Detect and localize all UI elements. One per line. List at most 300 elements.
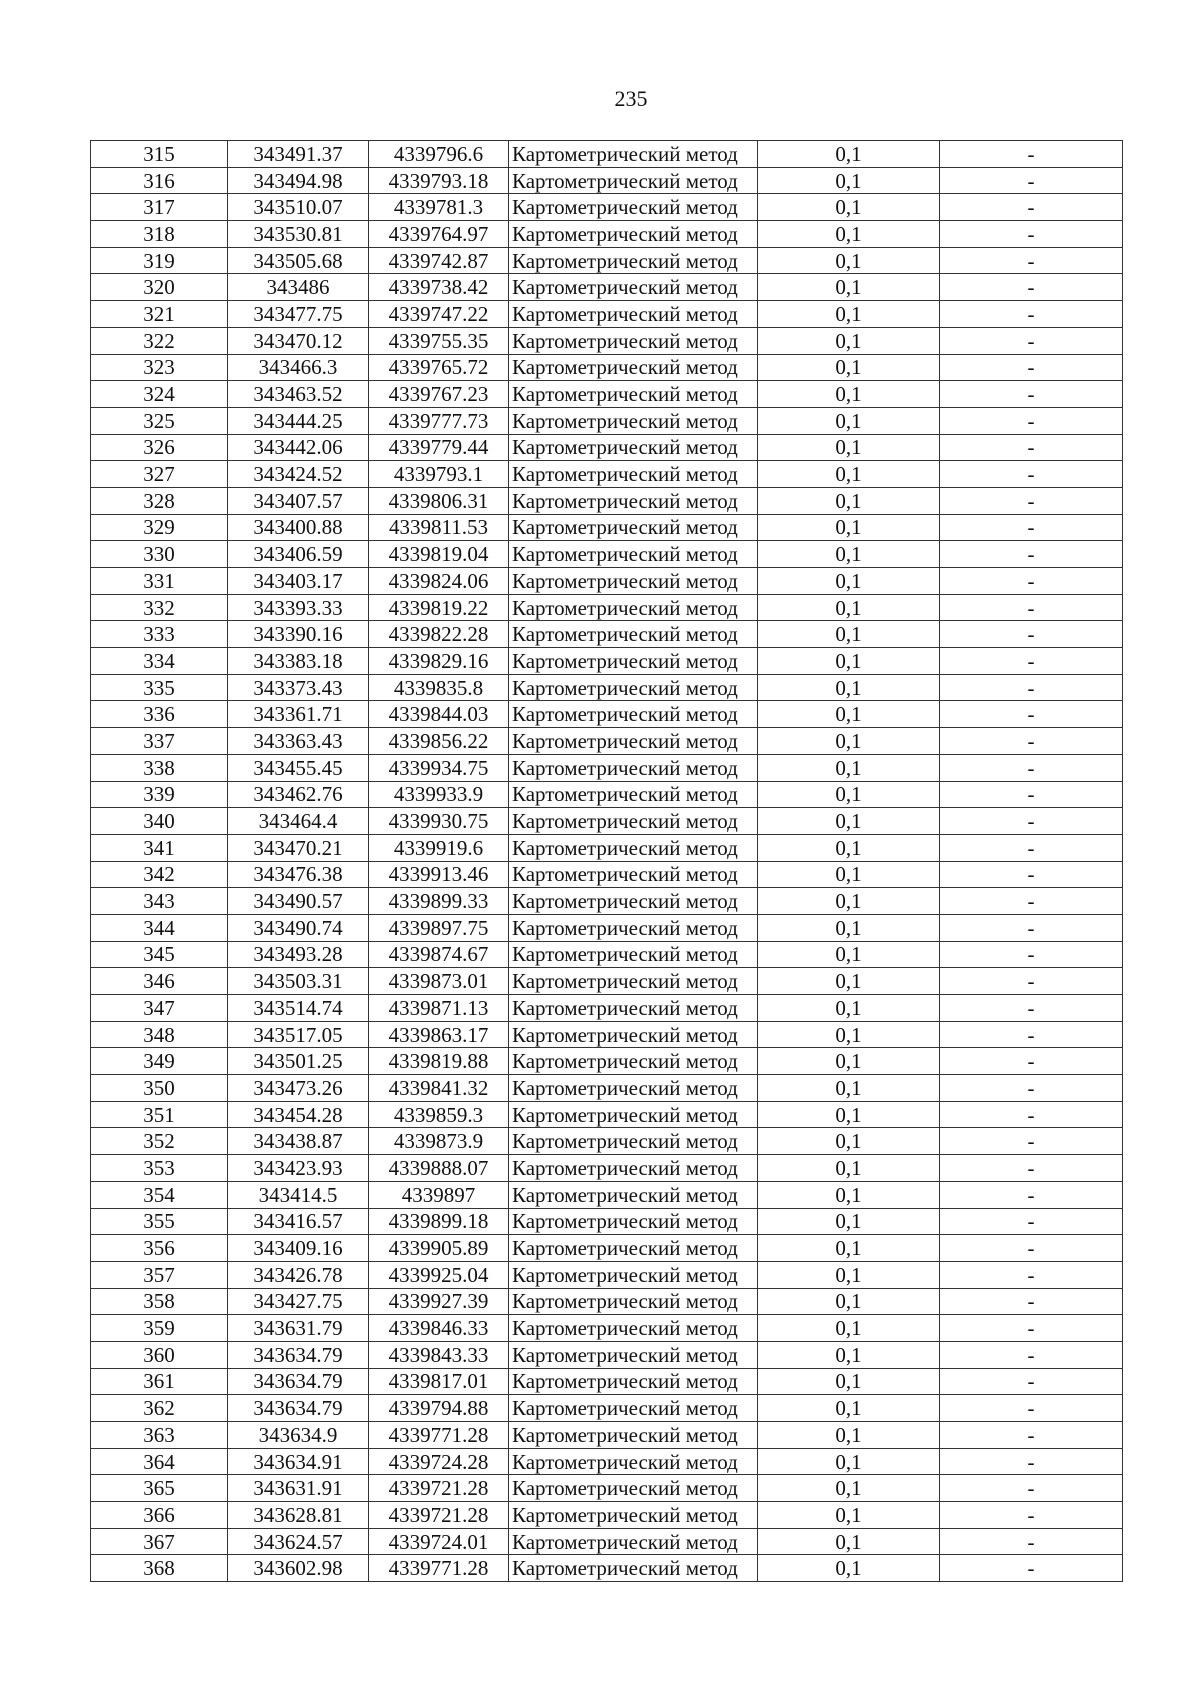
accuracy-cell: 0,1: [758, 808, 940, 835]
note-cell: -: [940, 1048, 1123, 1075]
accuracy-cell: 0,1: [758, 1235, 940, 1262]
table-row: [91, 1021, 1123, 1048]
note-cell: -: [940, 1528, 1123, 1555]
y-coordinate-cell: 4339819.04: [369, 541, 509, 568]
y-coordinate-cell: 4339919.6: [369, 834, 509, 861]
method-cell: Картометрический метод: [509, 1155, 758, 1182]
accuracy-cell: 0,1: [758, 1048, 940, 1075]
table-row: [91, 781, 1123, 808]
method-cell: Картометрический метод: [509, 728, 758, 755]
y-coordinate-cell: 4339844.03: [369, 701, 509, 728]
note-cell: -: [940, 1422, 1123, 1449]
x-coordinate-cell: 343454.28: [228, 1101, 369, 1128]
note-cell: -: [940, 1128, 1123, 1155]
point-number-cell: 346: [91, 968, 228, 995]
table-row: [91, 354, 1123, 381]
method-cell: Картометрический метод: [509, 1422, 758, 1449]
y-coordinate-cell: 4339767.23: [369, 381, 509, 408]
x-coordinate-cell: 343477.75: [228, 301, 369, 328]
y-coordinate-cell: 4339777.73: [369, 407, 509, 434]
x-coordinate-cell: 343476.38: [228, 861, 369, 888]
method-cell: Картометрический метод: [509, 1101, 758, 1128]
y-coordinate-cell: 4339793.1: [369, 461, 509, 488]
note-cell: -: [940, 1368, 1123, 1395]
y-coordinate-cell: 4339888.07: [369, 1155, 509, 1182]
accuracy-cell: 0,1: [758, 1528, 940, 1555]
accuracy-cell: 0,1: [758, 728, 940, 755]
y-coordinate-cell: 4339874.67: [369, 941, 509, 968]
point-number-cell: 330: [91, 541, 228, 568]
method-cell: Картометрический метод: [509, 1502, 758, 1529]
method-cell: Картометрический метод: [509, 167, 758, 194]
x-coordinate-cell: 343624.57: [228, 1528, 369, 1555]
point-number-cell: 367: [91, 1528, 228, 1555]
x-coordinate-cell: 343438.87: [228, 1128, 369, 1155]
x-coordinate-cell: 343602.98: [228, 1555, 369, 1582]
point-number-cell: 342: [91, 861, 228, 888]
method-cell: Картометрический метод: [509, 1555, 758, 1582]
note-cell: -: [940, 621, 1123, 648]
table-row: [91, 1502, 1123, 1529]
accuracy-cell: 0,1: [758, 381, 940, 408]
method-cell: Картометрический метод: [509, 808, 758, 835]
x-coordinate-cell: 343505.68: [228, 247, 369, 274]
note-cell: -: [940, 995, 1123, 1022]
accuracy-cell: 0,1: [758, 1395, 940, 1422]
y-coordinate-cell: 4339796.6: [369, 141, 509, 168]
accuracy-cell: 0,1: [758, 754, 940, 781]
point-number-cell: 365: [91, 1475, 228, 1502]
y-coordinate-cell: 4339863.17: [369, 1021, 509, 1048]
table-row: [91, 648, 1123, 675]
note-cell: -: [940, 914, 1123, 941]
x-coordinate-cell: 343390.16: [228, 621, 369, 648]
point-number-cell: 349: [91, 1048, 228, 1075]
y-coordinate-cell: 4339873.01: [369, 968, 509, 995]
table-row: [91, 141, 1123, 168]
method-cell: Картометрический метод: [509, 514, 758, 541]
note-cell: -: [940, 327, 1123, 354]
note-cell: -: [940, 1315, 1123, 1342]
y-coordinate-cell: 4339793.18: [369, 167, 509, 194]
y-coordinate-cell: 4339781.3: [369, 194, 509, 221]
x-coordinate-cell: 343493.28: [228, 941, 369, 968]
method-cell: Картометрический метод: [509, 194, 758, 221]
x-coordinate-cell: 343486: [228, 274, 369, 301]
note-cell: -: [940, 888, 1123, 915]
point-number-cell: 351: [91, 1101, 228, 1128]
method-cell: Картометрический метод: [509, 1048, 758, 1075]
note-cell: -: [940, 141, 1123, 168]
point-number-cell: 368: [91, 1555, 228, 1582]
table-row: [91, 1128, 1123, 1155]
table-row: [91, 1181, 1123, 1208]
x-coordinate-cell: 343634.79: [228, 1368, 369, 1395]
y-coordinate-cell: 4339806.31: [369, 487, 509, 514]
table-row: [91, 1475, 1123, 1502]
accuracy-cell: 0,1: [758, 1181, 940, 1208]
accuracy-cell: 0,1: [758, 941, 940, 968]
method-cell: Картометрический метод: [509, 941, 758, 968]
accuracy-cell: 0,1: [758, 301, 940, 328]
x-coordinate-cell: 343426.78: [228, 1261, 369, 1288]
method-cell: Картометрический метод: [509, 701, 758, 728]
method-cell: Картометрический метод: [509, 648, 758, 675]
method-cell: Картометрический метод: [509, 407, 758, 434]
x-coordinate-cell: 343373.43: [228, 674, 369, 701]
method-cell: Картометрический метод: [509, 914, 758, 941]
accuracy-cell: 0,1: [758, 834, 940, 861]
accuracy-cell: 0,1: [758, 888, 940, 915]
y-coordinate-cell: 4339819.22: [369, 594, 509, 621]
accuracy-cell: 0,1: [758, 1475, 940, 1502]
method-cell: Картометрический метод: [509, 674, 758, 701]
note-cell: -: [940, 1021, 1123, 1048]
accuracy-cell: 0,1: [758, 781, 940, 808]
note-cell: -: [940, 1261, 1123, 1288]
point-number-cell: 355: [91, 1208, 228, 1235]
x-coordinate-cell: 343503.31: [228, 968, 369, 995]
y-coordinate-cell: 4339721.28: [369, 1475, 509, 1502]
method-cell: Картометрический метод: [509, 621, 758, 648]
accuracy-cell: 0,1: [758, 247, 940, 274]
accuracy-cell: 0,1: [758, 1422, 940, 1449]
table-row: [91, 728, 1123, 755]
accuracy-cell: 0,1: [758, 141, 940, 168]
method-cell: Картометрический метод: [509, 354, 758, 381]
method-cell: Картометрический метод: [509, 1368, 758, 1395]
x-coordinate-cell: 343455.45: [228, 754, 369, 781]
point-number-cell: 328: [91, 487, 228, 514]
accuracy-cell: 0,1: [758, 1101, 940, 1128]
table-row: [91, 221, 1123, 248]
accuracy-cell: 0,1: [758, 1555, 940, 1582]
accuracy-cell: 0,1: [758, 968, 940, 995]
note-cell: -: [940, 274, 1123, 301]
y-coordinate-cell: 4339934.75: [369, 754, 509, 781]
method-cell: Картометрический метод: [509, 1341, 758, 1368]
y-coordinate-cell: 4339764.97: [369, 221, 509, 248]
y-coordinate-cell: 4339905.89: [369, 1235, 509, 1262]
point-number-cell: 327: [91, 461, 228, 488]
table-row: [91, 995, 1123, 1022]
x-coordinate-cell: 343400.88: [228, 514, 369, 541]
note-cell: -: [940, 194, 1123, 221]
x-coordinate-cell: 343634.79: [228, 1395, 369, 1422]
method-cell: Картометрический метод: [509, 1288, 758, 1315]
point-number-cell: 326: [91, 434, 228, 461]
x-coordinate-cell: 343517.05: [228, 1021, 369, 1048]
table-row: [91, 808, 1123, 835]
note-cell: -: [940, 247, 1123, 274]
note-cell: -: [940, 1448, 1123, 1475]
x-coordinate-cell: 343363.43: [228, 728, 369, 755]
x-coordinate-cell: 343403.17: [228, 568, 369, 595]
y-coordinate-cell: 4339779.44: [369, 434, 509, 461]
method-cell: Картометрический метод: [509, 754, 758, 781]
accuracy-cell: 0,1: [758, 1502, 940, 1529]
method-cell: Картометрический метод: [509, 1475, 758, 1502]
accuracy-cell: 0,1: [758, 434, 940, 461]
table-row: [91, 914, 1123, 941]
note-cell: -: [940, 1341, 1123, 1368]
table-row: [91, 754, 1123, 781]
table-row: [91, 1261, 1123, 1288]
accuracy-cell: 0,1: [758, 1128, 940, 1155]
y-coordinate-cell: 4339859.3: [369, 1101, 509, 1128]
y-coordinate-cell: 4339899.18: [369, 1208, 509, 1235]
x-coordinate-cell: 343463.52: [228, 381, 369, 408]
method-cell: Картометрический метод: [509, 594, 758, 621]
accuracy-cell: 0,1: [758, 407, 940, 434]
note-cell: -: [940, 1155, 1123, 1182]
method-cell: Картометрический метод: [509, 1208, 758, 1235]
y-coordinate-cell: 4339897: [369, 1181, 509, 1208]
method-cell: Картометрический метод: [509, 1261, 758, 1288]
y-coordinate-cell: 4339913.46: [369, 861, 509, 888]
x-coordinate-cell: 343406.59: [228, 541, 369, 568]
method-cell: Картометрический метод: [509, 1448, 758, 1475]
accuracy-cell: 0,1: [758, 621, 940, 648]
point-number-cell: 325: [91, 407, 228, 434]
table-row: [91, 1315, 1123, 1342]
table-row: [91, 701, 1123, 728]
note-cell: -: [940, 728, 1123, 755]
point-number-cell: 341: [91, 834, 228, 861]
method-cell: Картометрический метод: [509, 1181, 758, 1208]
accuracy-cell: 0,1: [758, 568, 940, 595]
x-coordinate-cell: 343466.3: [228, 354, 369, 381]
table-row: [91, 888, 1123, 915]
x-coordinate-cell: 343514.74: [228, 995, 369, 1022]
method-cell: Картометрический метод: [509, 781, 758, 808]
y-coordinate-cell: 4339824.06: [369, 568, 509, 595]
point-number-cell: 336: [91, 701, 228, 728]
note-cell: -: [940, 1075, 1123, 1102]
accuracy-cell: 0,1: [758, 1288, 940, 1315]
point-number-cell: 362: [91, 1395, 228, 1422]
method-cell: Картометрический метод: [509, 221, 758, 248]
table-row: [91, 1368, 1123, 1395]
accuracy-cell: 0,1: [758, 1155, 940, 1182]
table-row: [91, 1448, 1123, 1475]
table-row: [91, 1208, 1123, 1235]
point-number-cell: 358: [91, 1288, 228, 1315]
x-coordinate-cell: 343510.07: [228, 194, 369, 221]
table-row: [91, 327, 1123, 354]
table-row: [91, 1048, 1123, 1075]
y-coordinate-cell: 4339771.28: [369, 1555, 509, 1582]
y-coordinate-cell: 4339925.04: [369, 1261, 509, 1288]
point-number-cell: 324: [91, 381, 228, 408]
x-coordinate-cell: 343490.74: [228, 914, 369, 941]
method-cell: Картометрический метод: [509, 1021, 758, 1048]
x-coordinate-cell: 343414.5: [228, 1181, 369, 1208]
note-cell: -: [940, 407, 1123, 434]
table-row: [91, 274, 1123, 301]
y-coordinate-cell: 4339794.88: [369, 1395, 509, 1422]
accuracy-cell: 0,1: [758, 1315, 940, 1342]
table-row: [91, 1101, 1123, 1128]
method-cell: Картометрический метод: [509, 1128, 758, 1155]
point-number-cell: 335: [91, 674, 228, 701]
y-coordinate-cell: 4339721.28: [369, 1502, 509, 1529]
table-row: [91, 541, 1123, 568]
method-cell: Картометрический метод: [509, 861, 758, 888]
accuracy-cell: 0,1: [758, 995, 940, 1022]
note-cell: -: [940, 1502, 1123, 1529]
y-coordinate-cell: 4339856.22: [369, 728, 509, 755]
x-coordinate-cell: 343634.9: [228, 1422, 369, 1449]
accuracy-cell: 0,1: [758, 1075, 940, 1102]
note-cell: -: [940, 861, 1123, 888]
method-cell: Картометрический метод: [509, 327, 758, 354]
note-cell: -: [940, 701, 1123, 728]
point-number-cell: 333: [91, 621, 228, 648]
table-row: [91, 461, 1123, 488]
accuracy-cell: 0,1: [758, 354, 940, 381]
accuracy-cell: 0,1: [758, 487, 940, 514]
note-cell: -: [940, 1475, 1123, 1502]
point-number-cell: 338: [91, 754, 228, 781]
accuracy-cell: 0,1: [758, 221, 940, 248]
x-coordinate-cell: 343464.4: [228, 808, 369, 835]
y-coordinate-cell: 4339822.28: [369, 621, 509, 648]
note-cell: -: [940, 1235, 1123, 1262]
x-coordinate-cell: 343628.81: [228, 1502, 369, 1529]
accuracy-cell: 0,1: [758, 1448, 940, 1475]
page-number: 235: [614, 86, 648, 111]
point-number-cell: 354: [91, 1181, 228, 1208]
point-number-cell: 329: [91, 514, 228, 541]
point-number-cell: 321: [91, 301, 228, 328]
y-coordinate-cell: 4339933.9: [369, 781, 509, 808]
note-cell: -: [940, 354, 1123, 381]
point-number-cell: 344: [91, 914, 228, 941]
x-coordinate-cell: 343490.57: [228, 888, 369, 915]
method-cell: Картометрический метод: [509, 141, 758, 168]
table-row: [91, 568, 1123, 595]
method-cell: Картометрический метод: [509, 568, 758, 595]
point-number-cell: 340: [91, 808, 228, 835]
table-row: [91, 594, 1123, 621]
note-cell: -: [940, 514, 1123, 541]
accuracy-cell: 0,1: [758, 1341, 940, 1368]
x-coordinate-cell: 343634.79: [228, 1341, 369, 1368]
point-number-cell: 319: [91, 247, 228, 274]
y-coordinate-cell: 4339829.16: [369, 648, 509, 675]
x-coordinate-cell: 343473.26: [228, 1075, 369, 1102]
note-cell: -: [940, 541, 1123, 568]
accuracy-cell: 0,1: [758, 1261, 940, 1288]
point-number-cell: 352: [91, 1128, 228, 1155]
point-number-cell: 334: [91, 648, 228, 675]
accuracy-cell: 0,1: [758, 1208, 940, 1235]
table-row: [91, 968, 1123, 995]
note-cell: -: [940, 754, 1123, 781]
point-number-cell: 347: [91, 995, 228, 1022]
note-cell: -: [940, 381, 1123, 408]
method-cell: Картометрический метод: [509, 1075, 758, 1102]
note-cell: -: [940, 1395, 1123, 1422]
method-cell: Картометрический метод: [509, 301, 758, 328]
coordinates-table: [90, 140, 1123, 1582]
table-row: [91, 381, 1123, 408]
point-number-cell: 348: [91, 1021, 228, 1048]
method-cell: Картометрический метод: [509, 995, 758, 1022]
note-cell: -: [940, 301, 1123, 328]
point-number-cell: 361: [91, 1368, 228, 1395]
note-cell: -: [940, 568, 1123, 595]
y-coordinate-cell: 4339724.01: [369, 1528, 509, 1555]
point-number-cell: 366: [91, 1502, 228, 1529]
method-cell: Картометрический метод: [509, 487, 758, 514]
accuracy-cell: 0,1: [758, 274, 940, 301]
accuracy-cell: 0,1: [758, 674, 940, 701]
y-coordinate-cell: 4339755.35: [369, 327, 509, 354]
table-row: [91, 167, 1123, 194]
x-coordinate-cell: 343383.18: [228, 648, 369, 675]
x-coordinate-cell: 343427.75: [228, 1288, 369, 1315]
x-coordinate-cell: 343407.57: [228, 487, 369, 514]
point-number-cell: 345: [91, 941, 228, 968]
accuracy-cell: 0,1: [758, 541, 940, 568]
point-number-cell: 343: [91, 888, 228, 915]
accuracy-cell: 0,1: [758, 514, 940, 541]
y-coordinate-cell: 4339817.01: [369, 1368, 509, 1395]
table-row: [91, 1235, 1123, 1262]
table-row: [91, 1075, 1123, 1102]
point-number-cell: 353: [91, 1155, 228, 1182]
table-row: [91, 434, 1123, 461]
accuracy-cell: 0,1: [758, 914, 940, 941]
note-cell: -: [940, 1208, 1123, 1235]
note-cell: -: [940, 941, 1123, 968]
y-coordinate-cell: 4339873.9: [369, 1128, 509, 1155]
y-coordinate-cell: 4339843.33: [369, 1341, 509, 1368]
point-number-cell: 360: [91, 1341, 228, 1368]
note-cell: -: [940, 594, 1123, 621]
x-coordinate-cell: 343423.93: [228, 1155, 369, 1182]
y-coordinate-cell: 4339930.75: [369, 808, 509, 835]
method-cell: Картометрический метод: [509, 1315, 758, 1342]
point-number-cell: 356: [91, 1235, 228, 1262]
note-cell: -: [940, 834, 1123, 861]
method-cell: Картометрический метод: [509, 247, 758, 274]
method-cell: Картометрический метод: [509, 1235, 758, 1262]
table-row: [91, 407, 1123, 434]
y-coordinate-cell: 4339738.42: [369, 274, 509, 301]
table-row: [91, 487, 1123, 514]
accuracy-cell: 0,1: [758, 648, 940, 675]
y-coordinate-cell: 4339899.33: [369, 888, 509, 915]
x-coordinate-cell: 343491.37: [228, 141, 369, 168]
note-cell: -: [940, 648, 1123, 675]
accuracy-cell: 0,1: [758, 167, 940, 194]
x-coordinate-cell: 343416.57: [228, 1208, 369, 1235]
coordinates-table-body: [91, 141, 1123, 1582]
x-coordinate-cell: 343361.71: [228, 701, 369, 728]
x-coordinate-cell: 343470.21: [228, 834, 369, 861]
y-coordinate-cell: 4339871.13: [369, 995, 509, 1022]
point-number-cell: 331: [91, 568, 228, 595]
table-row: [91, 621, 1123, 648]
x-coordinate-cell: 343393.33: [228, 594, 369, 621]
note-cell: -: [940, 487, 1123, 514]
method-cell: Картометрический метод: [509, 274, 758, 301]
method-cell: Картометрический метод: [509, 381, 758, 408]
accuracy-cell: 0,1: [758, 594, 940, 621]
